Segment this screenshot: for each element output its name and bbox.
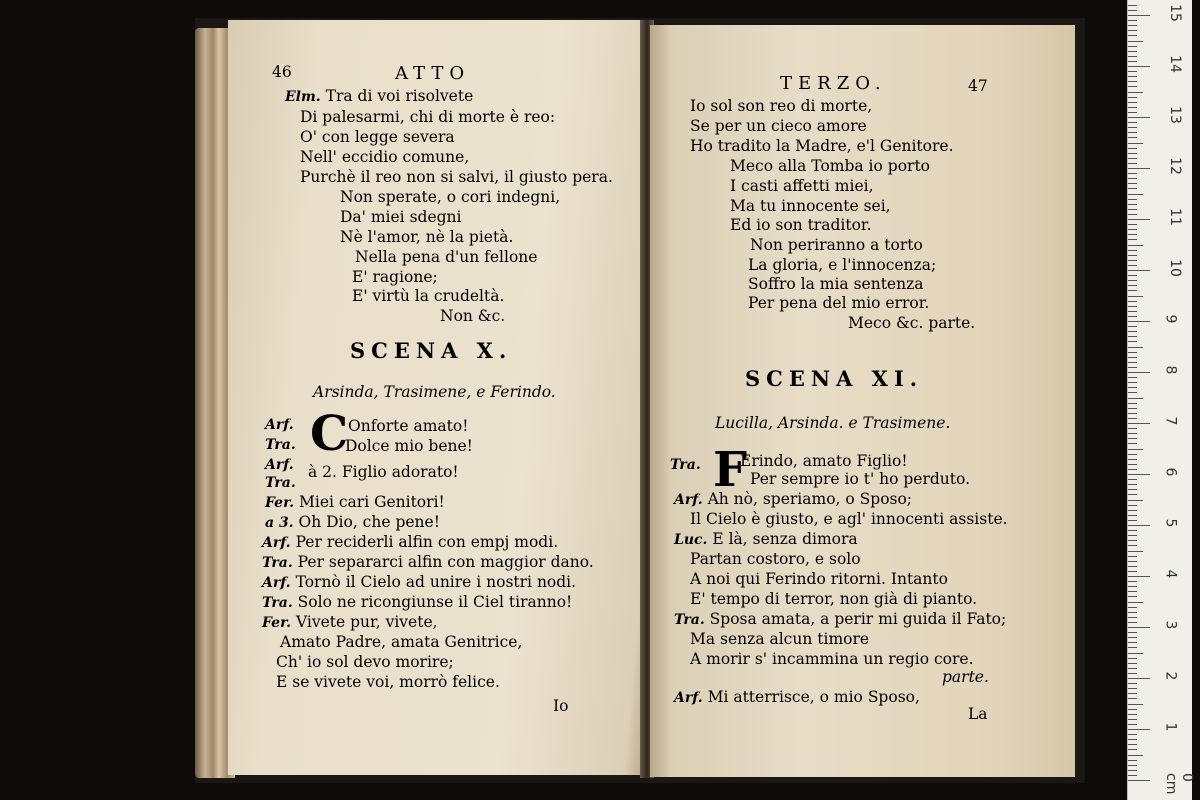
- ruler-tick: [1128, 132, 1137, 133]
- ruler-label: 2: [1162, 671, 1179, 681]
- ruler-tick: [1128, 239, 1137, 240]
- ruler-tick: [1128, 347, 1143, 348]
- text-line: I casti affetti miei,: [730, 177, 874, 195]
- ruler-tick: [1128, 357, 1137, 358]
- ruler-tick: [1128, 188, 1137, 189]
- ruler-tick: [1128, 749, 1137, 750]
- ruler-tick: [1128, 739, 1137, 740]
- scene-title: SCENA X.: [350, 338, 513, 363]
- ruler-tick: [1128, 255, 1137, 256]
- ruler-tick: [1128, 61, 1137, 62]
- ruler-tick: [1128, 76, 1137, 77]
- ruler-tick: [1128, 755, 1143, 756]
- ruler-tick: [1128, 729, 1150, 730]
- ruler-tick: [1128, 372, 1150, 373]
- ruler-tick: [1128, 173, 1137, 174]
- ruler-tick: [1128, 530, 1137, 531]
- ruler-tick: [1128, 719, 1137, 720]
- ruler-label: 4: [1162, 569, 1179, 579]
- ruler-tick: [1128, 423, 1150, 424]
- ruler-tick: [1128, 571, 1137, 572]
- ruler-tick: [1128, 596, 1137, 597]
- measurement-ruler: [1127, 0, 1195, 800]
- ruler-label: 12: [1166, 157, 1183, 175]
- ruler-tick: [1128, 576, 1150, 577]
- text-line: Ma tu innocente sei,: [730, 197, 891, 215]
- text-line: Tra.: [265, 475, 296, 491]
- text-line: Fer. Vivete pur, vivete,: [262, 613, 438, 631]
- text-line: Amato Padre, amata Genitrice,: [280, 633, 523, 651]
- ruler-tick: [1128, 724, 1137, 725]
- ruler-tick: [1128, 112, 1137, 113]
- ruler-tick: [1128, 561, 1137, 562]
- text-line: Se per un cieco amore: [690, 117, 867, 135]
- ruler-tick: [1128, 301, 1137, 302]
- ruler-tick: [1128, 137, 1137, 138]
- ruler-tick: [1128, 515, 1137, 516]
- text-line: Onforte amato!: [348, 417, 469, 435]
- ruler-tick: [1128, 219, 1150, 220]
- text-line: Fer. Miei cari Genitori!: [265, 493, 445, 511]
- ruler-tick: [1128, 5, 1137, 6]
- text-line: Ma senza alcun timore: [690, 630, 870, 648]
- left-running-head: ATTO: [395, 63, 471, 84]
- ruler-tick: [1128, 41, 1143, 42]
- text-line: Soffro la mia sentenza: [748, 275, 924, 293]
- ruler-tick: [1128, 316, 1137, 317]
- text-line: Il Cielo è giusto, e agl' innocenti assiste.: [690, 510, 1008, 528]
- ruler-label: 10: [1166, 259, 1183, 277]
- ruler-tick: [1128, 765, 1137, 766]
- ruler-tick: [1128, 647, 1137, 648]
- ruler-tick: [1128, 382, 1137, 383]
- ruler-tick: [1128, 775, 1137, 776]
- text-line: Nè l'amor, nè la pietà.: [340, 228, 514, 246]
- ruler-tick: [1128, 143, 1143, 144]
- ruler-tick: [1128, 51, 1137, 52]
- ruler-tick: [1128, 704, 1143, 705]
- ruler-tick: [1128, 102, 1137, 103]
- ruler-tick: [1128, 336, 1137, 337]
- ruler-tick: [1128, 158, 1137, 159]
- ruler-tick: [1128, 693, 1137, 694]
- ruler-tick: [1128, 438, 1137, 439]
- ruler-tick: [1128, 306, 1137, 307]
- ruler-tick: [1128, 760, 1137, 761]
- ruler-tick: [1128, 535, 1137, 536]
- ruler-tick: [1128, 505, 1137, 506]
- text-line: Non periranno a torto: [750, 236, 923, 254]
- text-line: Tra.: [265, 437, 296, 453]
- ruler-tick: [1128, 122, 1137, 123]
- ruler-label: 11: [1166, 208, 1183, 226]
- text-line: Partan costoro, e solo: [690, 550, 861, 568]
- ruler-tick: [1128, 418, 1137, 419]
- ruler-tick: [1128, 56, 1137, 57]
- ruler-label: 9: [1162, 314, 1179, 324]
- right-page-number: 47: [968, 77, 988, 95]
- ruler-tick: [1128, 66, 1150, 67]
- ruler-tick: [1128, 443, 1137, 444]
- ruler-tick: [1128, 780, 1150, 781]
- ruler-tick: [1128, 285, 1137, 286]
- text-line: Tra. Sposa amata, a perir mi guida il Fato;: [674, 610, 1007, 628]
- ruler-tick: [1128, 20, 1137, 21]
- ruler-tick: [1128, 229, 1137, 230]
- ruler-tick: [1128, 270, 1150, 271]
- ruler-tick: [1128, 663, 1137, 664]
- ruler-tick: [1128, 617, 1137, 618]
- ruler-tick: [1128, 168, 1150, 169]
- ruler-label: 3: [1162, 620, 1179, 630]
- text-line: E se vivete voi, morrò felice.: [276, 673, 500, 691]
- ruler-tick: [1128, 178, 1137, 179]
- ruler-tick: [1128, 469, 1137, 470]
- ruler-tick: [1128, 474, 1150, 475]
- ruler-tick: [1128, 479, 1137, 480]
- ruler-tick: [1128, 607, 1137, 608]
- ruler-tick: [1128, 545, 1137, 546]
- text-line: Di palesarmi, chi di morte è reo:: [300, 108, 556, 126]
- ruler-tick: [1128, 25, 1137, 26]
- ruler-tick: [1128, 387, 1137, 388]
- ruler-label: 6: [1162, 467, 1179, 477]
- ruler-tick: [1128, 245, 1143, 246]
- ruler-tick: [1128, 734, 1137, 735]
- ruler-tick: [1128, 86, 1137, 87]
- ruler-tick: [1128, 331, 1137, 332]
- ruler-tick: [1128, 46, 1137, 47]
- ruler-tick: [1128, 224, 1137, 225]
- ruler-tick: [1128, 321, 1150, 322]
- ruler-tick: [1128, 392, 1137, 393]
- text-line: à 2. Figlio adorato!: [308, 463, 459, 481]
- ruler-label: 7: [1162, 416, 1179, 426]
- text-line: Non &c.: [440, 307, 506, 325]
- ruler-tick: [1128, 591, 1137, 592]
- ruler-tick: [1128, 194, 1143, 195]
- ruler-tick: [1128, 209, 1137, 210]
- text-line: A noi qui Ferindo ritorni. Intanto: [690, 570, 948, 588]
- scene-characters: Lucilla, Arsinda. e Trasimene.: [715, 414, 951, 432]
- text-line: Purchè il reo non si salvi, il giusto pera.: [300, 168, 613, 186]
- ruler-label: 8: [1162, 365, 1179, 375]
- text-line: a 3. Oh Dio, che pene!: [265, 513, 440, 531]
- text-line: Arf. Tornò il Cielo ad unire i nostri nodi.: [262, 573, 577, 591]
- catchword: La: [968, 705, 988, 723]
- ruler-tick: [1128, 484, 1137, 485]
- ruler-tick: [1128, 199, 1137, 200]
- drop-cap: F: [713, 442, 748, 498]
- ruler-tick: [1128, 403, 1137, 404]
- ruler-tick: [1128, 148, 1137, 149]
- ruler-tick: [1128, 290, 1137, 291]
- ruler-tick: [1128, 10, 1137, 11]
- ruler-tick: [1128, 586, 1137, 587]
- ruler-tick: [1128, 612, 1137, 613]
- ruler-label: 5: [1162, 518, 1179, 528]
- ruler-tick: [1128, 153, 1137, 154]
- ruler-tick: [1128, 326, 1137, 327]
- ruler-tick: [1128, 556, 1137, 557]
- ruler-tick: [1128, 454, 1137, 455]
- ruler-tick: [1128, 15, 1150, 16]
- ruler-tick: [1128, 520, 1137, 521]
- text-line: E' ragione;: [352, 268, 438, 286]
- ruler-tick: [1128, 494, 1137, 495]
- ruler-tick: [1128, 668, 1137, 669]
- text-line: Elm. Tra di voi risolvete: [285, 87, 474, 105]
- ruler-tick: [1128, 642, 1137, 643]
- text-line: Arf.: [265, 417, 294, 433]
- text-line: Ch' io sol devo morire;: [276, 653, 454, 671]
- catchword: Io: [553, 697, 569, 715]
- ruler-tick: [1128, 367, 1137, 368]
- ruler-tick: [1128, 250, 1137, 251]
- ruler-tick: [1128, 653, 1143, 654]
- ruler-tick: [1128, 489, 1137, 490]
- ruler-label: 13: [1166, 106, 1183, 124]
- ruler-tick: [1128, 770, 1137, 771]
- ruler-tick: [1128, 500, 1143, 501]
- ruler-tick: [1128, 377, 1137, 378]
- text-line: Dolce mio bene!: [345, 437, 473, 455]
- text-line: Tra. Solo ne ricongiunse il Ciel tiranno!: [262, 593, 573, 611]
- ruler-tick: [1128, 413, 1137, 414]
- ruler-tick: [1128, 107, 1137, 108]
- ruler-tick: [1128, 688, 1137, 689]
- ruler-tick: [1128, 581, 1137, 582]
- ruler-label: 1: [1162, 722, 1179, 732]
- ruler-tick: [1128, 683, 1137, 684]
- ruler-tick: [1128, 183, 1137, 184]
- text-line: Tra.: [670, 457, 701, 473]
- scene-characters: Arsinda, Trasimene, e Ferindo.: [313, 383, 556, 401]
- text-line: A morir s' incammina un regio core.: [690, 650, 974, 668]
- ruler-tick: [1128, 280, 1137, 281]
- ruler-tick: [1128, 204, 1137, 205]
- ruler-tick: [1128, 260, 1137, 261]
- ruler-tick: [1128, 234, 1137, 235]
- text-line: O' con legge severa: [300, 128, 455, 146]
- text-line: Arf. Per reciderli alfin con empj modi.: [262, 533, 559, 551]
- text-line: E' tempo di terror, non già di pianto.: [690, 590, 978, 608]
- text-line: Arf.: [265, 457, 294, 473]
- text-line: Nella pena d'un fellone: [355, 248, 538, 266]
- ruler-tick: [1128, 408, 1137, 409]
- text-line: Nell' eccidio comune,: [300, 148, 470, 166]
- ruler-tick: [1128, 296, 1143, 297]
- ruler-tick: [1128, 678, 1150, 679]
- text-line: Io sol son reo di morte,: [690, 97, 873, 115]
- ruler-tick: [1128, 71, 1137, 72]
- text-line: E' virtù la crudeltà.: [352, 287, 505, 305]
- ruler-tick: [1128, 362, 1137, 363]
- ruler-tick: [1128, 602, 1143, 603]
- ruler-tick: [1128, 459, 1137, 460]
- ruler-tick: [1128, 714, 1137, 715]
- ruler-tick: [1128, 341, 1137, 342]
- text-line: Ho tradito la Madre, e'l Genitore.: [690, 137, 954, 155]
- ruler-tick: [1128, 398, 1143, 399]
- text-line: parte.: [942, 668, 989, 686]
- ruler-tick: [1128, 637, 1137, 638]
- ruler-label: 0 cm: [1163, 773, 1195, 795]
- text-line: Meco alla Tomba io porto: [730, 157, 931, 175]
- ruler-tick: [1128, 265, 1137, 266]
- ruler-tick: [1128, 433, 1137, 434]
- ruler-tick: [1128, 540, 1137, 541]
- ruler-tick: [1128, 30, 1137, 31]
- text-line: Tra. Per separarci alfin con maggior dano.: [262, 553, 594, 571]
- ruler-tick: [1128, 117, 1150, 118]
- text-line: Arf. Mi atterrisce, o mio Sposo,: [674, 688, 920, 706]
- ruler-tick: [1128, 275, 1137, 276]
- ruler-tick: [1128, 92, 1143, 93]
- ruler-tick: [1128, 464, 1137, 465]
- ruler-tick: [1128, 673, 1137, 674]
- ruler-label: 14: [1166, 55, 1183, 73]
- text-line: Per sempre io t' ho perduto.: [750, 470, 970, 488]
- ruler-tick: [1128, 627, 1150, 628]
- drop-cap: C: [310, 406, 349, 462]
- ruler-tick: [1128, 658, 1137, 659]
- ruler-tick: [1128, 709, 1137, 710]
- ruler-tick: [1128, 35, 1137, 36]
- ruler-tick: [1128, 127, 1137, 128]
- text-line: Meco &c. parte.: [848, 314, 976, 332]
- ruler-tick: [1128, 632, 1137, 633]
- right-running-head: TERZO.: [780, 73, 887, 94]
- text-line: Erindo, amato Figlio!: [740, 452, 908, 470]
- scene-title: SCENA XI.: [745, 366, 924, 391]
- ruler-tick: [1128, 163, 1137, 164]
- text-line: Da' miei sdegni: [340, 208, 462, 226]
- text-line: Luc. E là, senza dimora: [674, 530, 858, 548]
- text-line: Arf. Ah nò, speriamo, o Sposo;: [674, 490, 913, 508]
- left-page-number: 46: [272, 63, 292, 81]
- ruler-tick: [1128, 214, 1137, 215]
- ruler-tick: [1128, 81, 1137, 82]
- text-line: La gloria, e l'innocenza;: [748, 256, 937, 274]
- ruler-tick: [1128, 622, 1137, 623]
- ruler-tick: [1128, 449, 1143, 450]
- ruler-tick: [1128, 428, 1137, 429]
- ruler-tick: [1128, 525, 1150, 526]
- ruler-label: 15: [1166, 4, 1183, 22]
- ruler-tick: [1128, 97, 1137, 98]
- ruler-tick: [1128, 352, 1137, 353]
- ruler-tick: [1128, 311, 1137, 312]
- ruler-tick: [1128, 510, 1137, 511]
- text-line: Per pena del mio error.: [748, 294, 930, 312]
- ruler-tick: [1128, 744, 1137, 745]
- ruler-tick: [1128, 551, 1143, 552]
- ruler-tick: [1128, 566, 1137, 567]
- text-line: Ed io son traditor.: [730, 216, 872, 234]
- ruler-tick: [1128, 698, 1137, 699]
- text-line: Non sperate, o cori indegni,: [340, 188, 561, 206]
